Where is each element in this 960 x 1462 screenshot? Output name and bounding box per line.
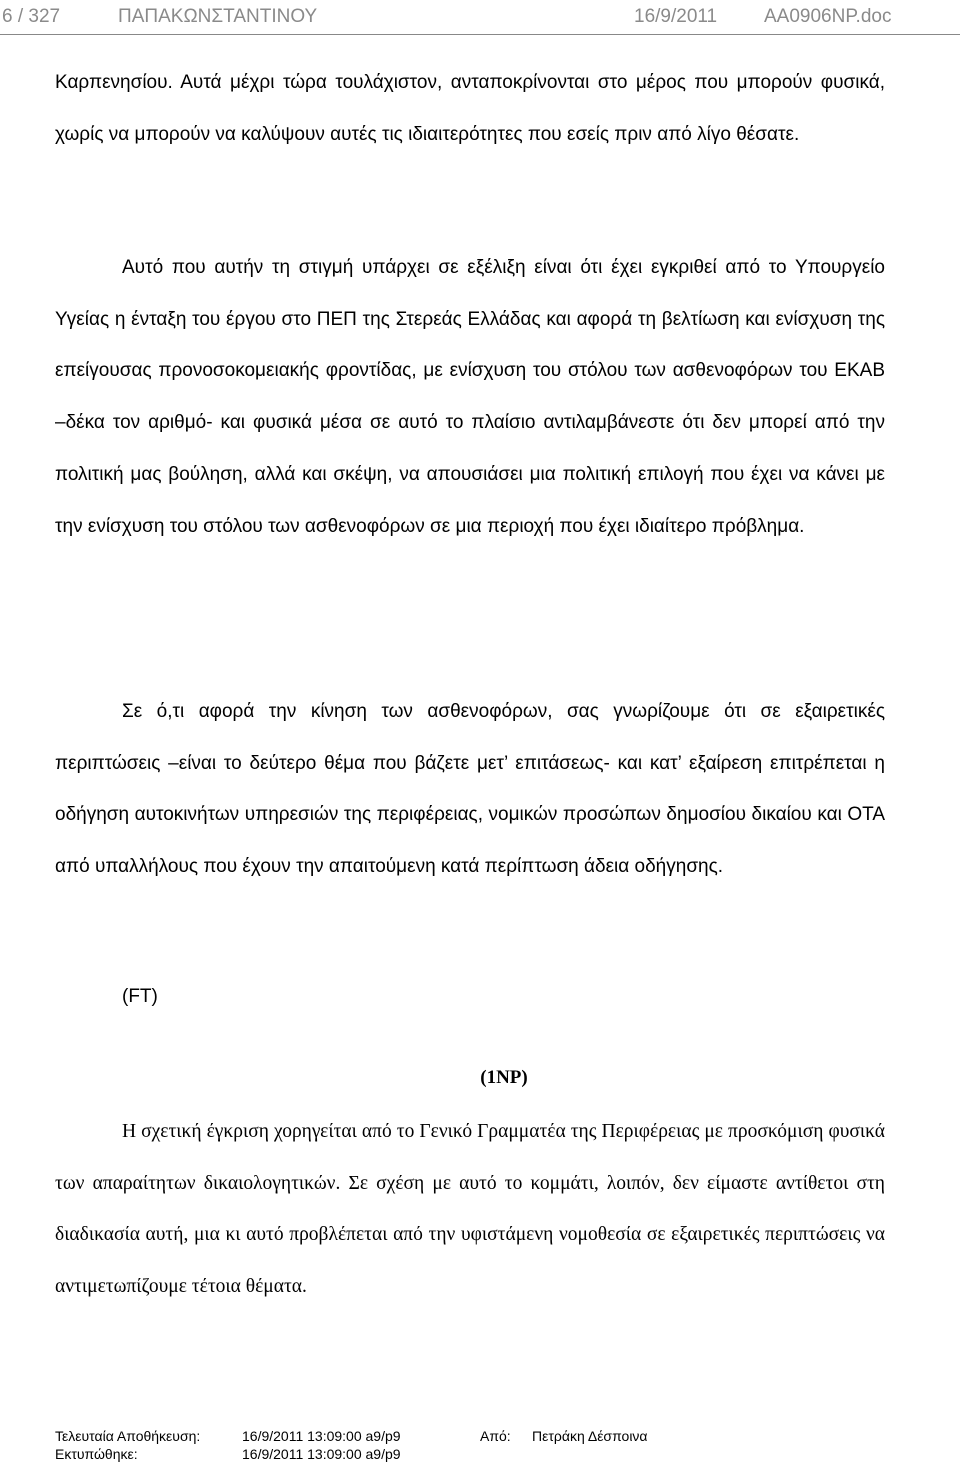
footer-from-value: Πετράκη Δέσποινα	[532, 1428, 648, 1444]
paragraph-ambulance-movement: Σε ό,τι αφορά την κίνηση των ασθενοφόρων, σας γνωρίζουμε ότι σε εξαιρετικές περιπτώσεις –είναι το δεύτερο θέμα που βάζετε μετ’ επιτάσεως- και κατ’ εξαίρεση επιτρέπεται η οδήγηση αυτοκινήτων υπηρεσιών της περιφέρειας, νομικών προσώπων δημοσίου δικαίου και ΟΤΑ από υπαλλήλους που έχουν την απαιτούμενη κατά περίπτωση άδεια οδήγησης.	[55, 701, 885, 878]
footer-printed-value: 16/9/2011 13:09:00 a9/p9	[242, 1446, 401, 1462]
footer-saved-value: 16/9/2011 13:09:00 a9/p9	[242, 1428, 401, 1444]
header-date: 16/9/2011	[634, 6, 718, 27]
paragraph-continuation: Καρπενησίου. Αυτά μέχρι τώρα τουλάχιστον, ανταποκρίνονται στο μέρος που μπορούν φυσικά, χωρίς να μπορούν να καλύψουν αυτές τις ιδιαιτερότητες που εσείς πριν από λίγο θέσατε.	[55, 72, 885, 145]
footer-printed-label: Εκτυπώθηκε:	[55, 1446, 138, 1462]
footer-from-label: Από:	[480, 1428, 511, 1444]
paragraph-approval: Η σχετική έγκριση χορηγείται από το Γενικό Γραμματέα της Περιφέρειας με προσκόμιση φυσικά των απαραίτητων δικαιολογητικών. Σε σχέση με αυτό το κομμάτι, λοιπόν, δεν είμαστε αντίθετοι στη διαδικασία αυτή, μια κι αυτό προβλέπεται από την υφιστάμενη νομοθεσία σε εξαιρετικές περιπτώσεις να αντιμετωπίζουμε τέτοια θέματα.	[55, 1121, 885, 1297]
paragraph-pep-project: Αυτό που αυτήν τη στιγμή υπάρχει σε εξέλιξη είναι ότι έχει εγκριθεί από το Υπουργείο Υγείας η ένταξη του έργου στο ΠΕΠ της Στερεάς Ελλάδας και αφορά τη βελτίωση και ενίσχυση της επείγουσας προνοσοκομειακής φροντίδας, με ενίσχυση του στόλου των ασθενοφόρων του ΕΚΑΒ –δέκα τον αριθμό- και φυσικά μέσα σε αυτό το πλαίσιο αντιλαμβάνεστε ότι δεν μπορεί από την πολιτική μας βούληση, αλλά και σκέψη, να απουσιάσει μια πολιτική επιλογή που έχει να κάνει με την ενίσχυση του στόλου των ασθενοφόρων σε μια περιοχή που έχει ιδιαίτερο πρόβλημα.	[55, 257, 885, 537]
np-section-title: (1NP)	[480, 1067, 528, 1088]
ft-marker: (FT)	[122, 986, 158, 1007]
header-author: ΠΑΠΑΚΩΝΣΤΑΝΤΙΝΟΥ	[118, 6, 318, 27]
header-filename: AA0906NP.doc	[764, 6, 892, 27]
page-number: 6 / 327	[2, 6, 61, 27]
page-header	[0, 4, 960, 35]
footer-saved-label: Τελευταία Αποθήκευση:	[55, 1428, 201, 1444]
